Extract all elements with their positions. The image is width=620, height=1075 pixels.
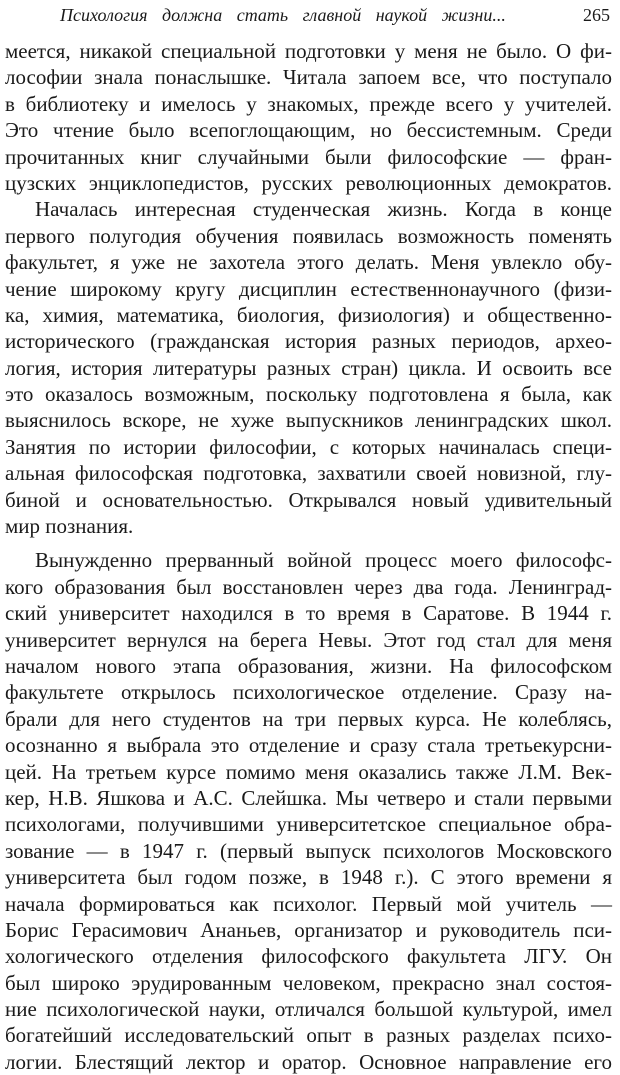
paragraph-first-line: Началась интересная студенческая жизнь. Когда в конце: [35, 197, 612, 222]
text-line: Борис Герасимович Ананьев, организатор и руководитель пси-: [5, 917, 612, 942]
text-line: осознанно я выбрала это отделение и сразу стала третьекурсни-: [5, 733, 612, 758]
text-line: логии. Блестящий лектор и оратор. Основное направление его: [5, 1049, 612, 1074]
text-line: университет вернулся на берега Невы. Этот год стал для меня: [5, 627, 612, 652]
text-line: лософии знала понаслышке. Читала запоем все, что поступало: [5, 65, 612, 90]
running-header: [60, 2, 610, 28]
text-line: меется, никакой специальной подготовки у меня не было. О фи-: [5, 39, 612, 63]
text-line: факультет, я уже не захотела этого делать. Меня увлекло обу-: [5, 250, 612, 275]
text-line: выяснилось вскоре, не хуже выпускников ленинградских школ.: [5, 408, 612, 433]
text-line: зование — в 1947 г. (первый выпуск психологов Московского: [5, 838, 612, 863]
text-line: кого образования был восстановлен через два года. Ленинград-: [5, 574, 612, 599]
text-line: цей. На третьем курсе помимо меня оказались также Л.М. Век-: [5, 759, 612, 784]
text-line: логия, история литературы разных стран) цикла. И освоить все: [5, 355, 612, 380]
text-line: факультете открылось психологическое отделение. Сразу на-: [5, 680, 612, 705]
text-line: исторического (гражданская история разных периодов, архео-: [5, 329, 612, 354]
text-line: психологами, получившими университетское специальное обра-: [5, 812, 612, 837]
text-line: ский университет находился в то время в Саратове. В 1944 г.: [5, 601, 612, 626]
text-line: хологического отделения философского факультета ЛГУ. Он: [5, 944, 612, 969]
paragraph-last-line: мир познания.: [5, 514, 134, 539]
text-line: университета был годом позже, в 1948 г.). С этого времени я: [5, 865, 612, 890]
page-number: 265: [583, 5, 610, 25]
text-line: Это чтение было всепоглощающим, но бессистемным. Среди: [5, 118, 612, 143]
text-line: биной и основательностью. Открывался новый удивительный: [5, 487, 612, 512]
text-line: ка, химия, математика, биология, физиология) и общественно-: [5, 302, 612, 327]
running-title: Психология должна стать главной наукой жизни...: [60, 5, 506, 25]
text-line: брали для него студентов на три первых курса. Не колеблясь,: [5, 706, 612, 731]
text-line: альная философская подготовка, захватили своей новизной, глу-: [5, 461, 612, 486]
text-line: богатейший исследовательский опыт в разных разделах психо-: [5, 1023, 612, 1048]
text-line: Занятия по истории философии, с которых начиналась специ-: [5, 434, 612, 459]
text-line: чение широкому кругу дисциплин естественнонаучного (физи-: [5, 276, 612, 301]
paragraph-gap: [5, 539, 612, 547]
text-line: в библиотеку и имелось у знакомых, прежде всего у учителей.: [5, 91, 612, 116]
text-line: первого полугодия обучения появилась возможность поменять: [5, 223, 612, 248]
text-line: прочитанных книг случайными были философские — фран-: [5, 144, 612, 169]
text-line: это оказалось возможным, поскольку подготовлена я была, как: [5, 382, 612, 407]
text-line: кер, Н.В. Яшкова и А.С. Слейшка. Мы четверо и стали первыми: [5, 785, 612, 810]
text-line: начала формироваться как психолог. Первый мой учитель —: [5, 891, 612, 916]
paragraph-first-line: Вынужденно прерванный войной процесс моего философс-: [35, 548, 612, 573]
text-line: началом нового этапа образования, жизни. На философском: [5, 653, 612, 678]
text-line: ние психологической науки, отличался большой культурой, имел: [5, 997, 612, 1022]
body-text: [5, 38, 612, 1075]
text-line: был широко эрудированным человеком, прекрасно знал состоя-: [5, 970, 612, 995]
text-line: цузских энциклопедистов, русских революционных демократов.: [5, 170, 612, 195]
